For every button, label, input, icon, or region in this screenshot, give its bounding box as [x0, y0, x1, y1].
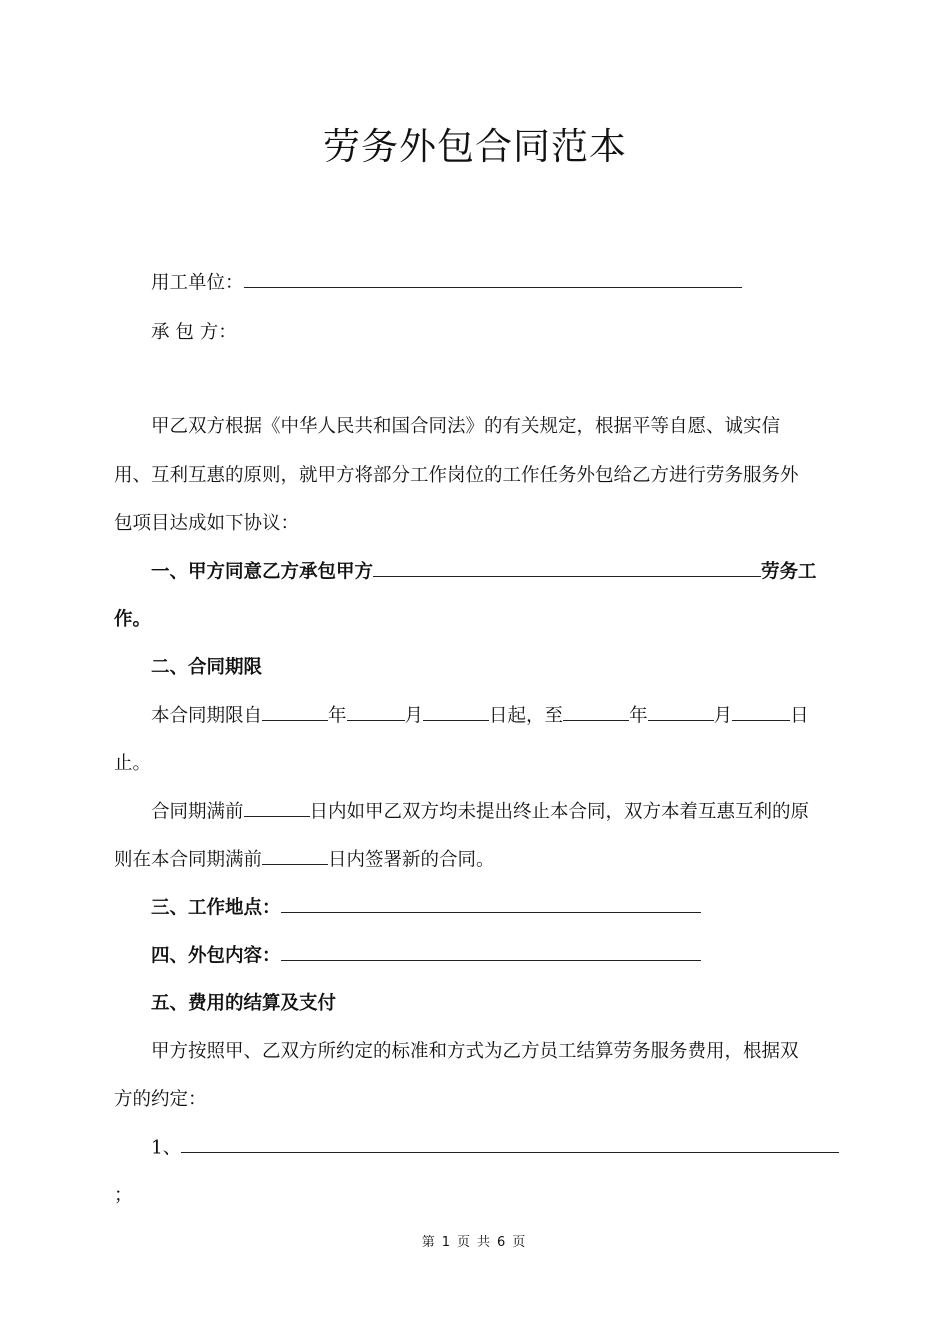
section-1-blank[interactable]	[373, 557, 761, 577]
section-1-prefix: 一、甲方同意乙方承包甲方	[151, 561, 374, 583]
page-footer	[0, 1231, 950, 1250]
total-unit: 页	[512, 1235, 529, 1250]
item-1-blank[interactable]	[181, 1133, 839, 1153]
renew-line-2-prefix: 则在本合同期满前	[114, 849, 263, 871]
total-word: 共	[477, 1235, 494, 1250]
month-label-2: 月	[713, 705, 733, 727]
section-3-line	[151, 893, 701, 919]
sign-days-blank[interactable]	[262, 845, 328, 865]
employer-label: 用工单位：	[151, 272, 244, 294]
section-1-line	[151, 557, 817, 583]
renew-line-1	[151, 797, 809, 823]
section-5-heading: 五、费用的结算及支付	[151, 993, 337, 1014]
year-label-2: 年	[629, 705, 648, 727]
contractor-label: 承 包 方：	[151, 322, 237, 343]
end-year-blank[interactable]	[563, 701, 629, 721]
page-word: 第	[421, 1235, 438, 1250]
section-4-line	[151, 941, 701, 967]
term-prefix: 本合同期限自	[151, 705, 263, 727]
section-2-heading: 二、合同期限	[151, 657, 263, 678]
term-cont: 止。	[114, 753, 152, 774]
intro-line-1: 甲乙双方根据《中华人民共和国合同法》的有关规定，根据平等自愿、诚实信	[151, 416, 781, 437]
end-day-blank[interactable]	[732, 701, 790, 721]
day-from-label: 日起，至	[489, 705, 564, 727]
total-pages: 6	[497, 1235, 509, 1250]
month-label: 月	[404, 705, 424, 727]
day-to-label: 日	[790, 705, 809, 727]
renew-mid: 日内如甲乙双方均未提出终止本合同，双方本着互惠互利的原	[309, 801, 810, 823]
intro-line-2: 用、互利互惠的原则，就甲方将部分工作岗位的工作任务外包给乙方进行劳务服务外	[114, 465, 799, 486]
section-1-cont: 作。	[114, 609, 152, 630]
renew-days-blank[interactable]	[244, 797, 310, 817]
item-1-label: 1、	[151, 1137, 182, 1159]
renew-line-2-suffix: 日内签署新的合同。	[328, 849, 495, 871]
section-3-label: 三、工作地点：	[151, 897, 281, 919]
year-label: 年	[328, 705, 347, 727]
page-number: 1	[441, 1235, 453, 1250]
renew-prefix: 合同期满前	[151, 801, 244, 823]
start-month-blank[interactable]	[347, 701, 405, 721]
fee-line-1: 甲方按照甲、乙双方所约定的标准和方式为乙方员工结算劳务服务费用，根据双	[151, 1041, 799, 1062]
start-day-blank[interactable]	[423, 701, 489, 721]
intro-line-3: 包项目达成如下协议：	[114, 513, 300, 534]
work-location-blank[interactable]	[281, 893, 701, 913]
contractor-line	[151, 318, 237, 344]
start-year-blank[interactable]	[262, 701, 328, 721]
outsource-content-blank[interactable]	[281, 941, 701, 961]
page-unit: 页	[456, 1235, 473, 1250]
section-4-label: 四、外包内容：	[151, 945, 281, 967]
employer-line	[151, 268, 742, 294]
term-line	[151, 701, 809, 727]
fee-line-2: 方的约定：	[114, 1089, 207, 1110]
end-month-blank[interactable]	[648, 701, 714, 721]
employer-blank[interactable]	[244, 268, 742, 288]
section-1-suffix: 劳务工	[761, 561, 817, 583]
item-1-end: ；	[114, 1185, 133, 1206]
renew-line-2	[114, 845, 495, 871]
document-title: 劳务外包合同范本	[323, 125, 627, 168]
item-1-line	[151, 1133, 839, 1159]
